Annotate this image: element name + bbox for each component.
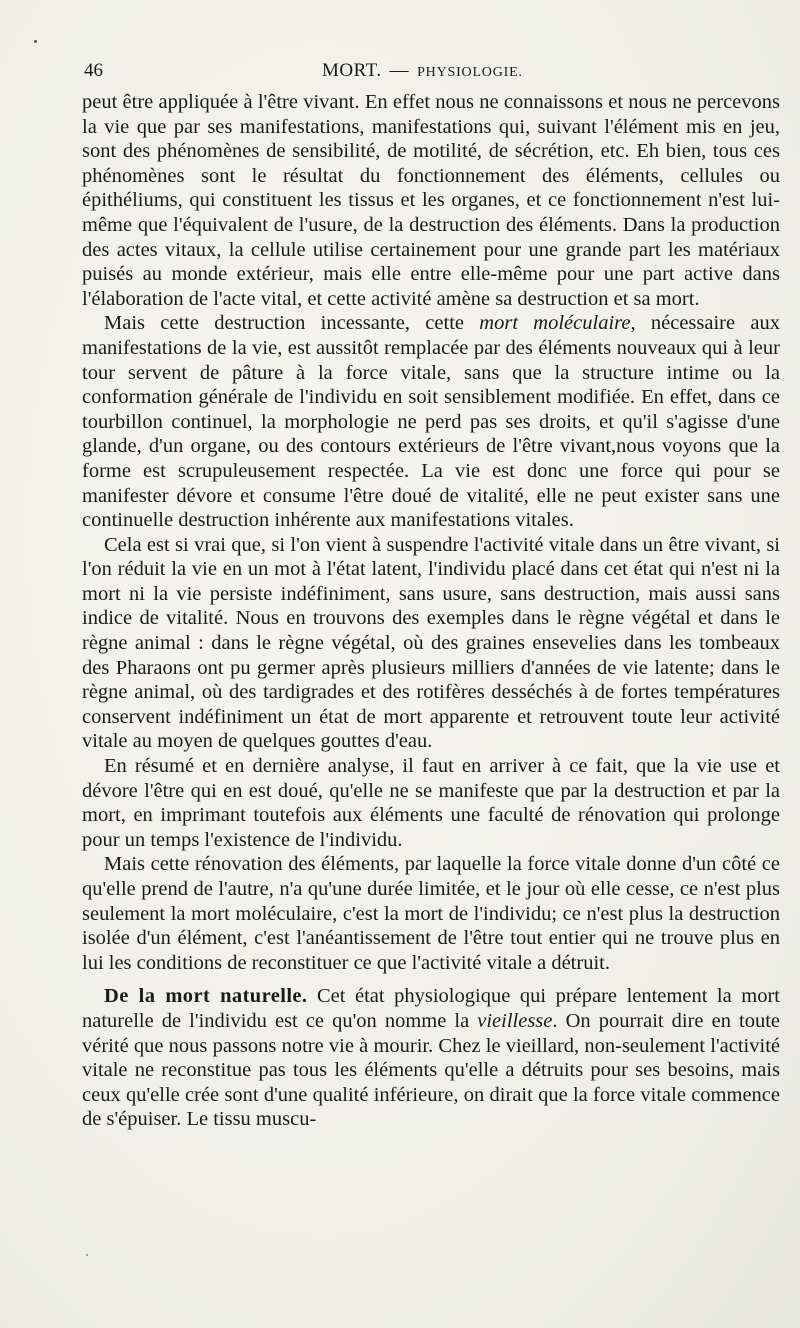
paragraph: [82, 90, 780, 311]
page-number: 46: [84, 60, 103, 81]
body-text: [82, 90, 780, 1132]
paragraph-text: . On pourrait dire en toute vérité que nous passons notre vie à mourir. Chez le vieillard, non-seulement l'activité vitale ne reconstitue pas tous les éléments qu'elle a détruits pour ses besoins, mais ceux qu'elle crée sont d'une qualité inférieure, on dirait que la force vitale commence de s'épuiser. Le tissu muscu-: [82, 1009, 780, 1131]
paragraph-text: Mais cette destruction incessante, cette: [104, 312, 480, 335]
running-head-subtitle: PHYSIOLOGIE.: [417, 65, 523, 80]
paragraph-text: Mais cette rénovation des éléments, par laquelle la force vitale donne d'un côté ce qu'elle prend de l'autre, n'a qu'une durée limitée, et le jour où elle cesse, ce n'est plus seulement la mort moléculaire, c'est la mort de l'individu; ce n'est plus la destruction isolée d'un élément, c'est l'anéantissement de l'être tout entier qui ne trouve plus en lui les conditions de reconstituer ce que l'activité vitale a détruit.: [82, 853, 780, 974]
paragraph: [82, 311, 780, 532]
running-head: [322, 60, 523, 82]
page-speck: [86, 1254, 88, 1256]
paragraph: [82, 533, 780, 754]
running-head-separator: —: [389, 60, 410, 81]
paragraph-text: peut être appliquée à l'être vivant. En effet nous ne connaissons et nous ne percevons la vie que par ses manifestations, manifestations qui, suivant l'élément mis en jeu, sont des phénomènes de sensibilité, de motilité, de sécrétion, etc. Eh bien, tous ces phénomènes sont le résultat du fonctionnement des éléments, cellules ou épithéliums, qui constituent les tissus et les organes, et ce fonctionnement n'est lui-même que l'équivalent de l'usure, de la destruction des éléments. Dans la production des actes vitaux, la cellule utilise certainement pour une grande part les matériaux puisés au monde extérieur, mais elle entre elle-même pour une part active dans l'élaboration de l'acte vital, et cette activité amène sa destruction et sa mort.: [82, 91, 780, 310]
paragraph-text: , nécessaire aux manifestations de la vie, est aussitôt remplacée par des éléments nouveaux qui à leur tour servent de pâture à la force vitale, sans que la structure intime ou la conformation générale de l'individu en soit sensiblement modifiée. En effet, dans ce tourbillon continuel, la morphologie ne perd pas ses droits, et qu'il s'agisse d'une glande, d'un organe, ou des contours extérieurs de l'être vivant,nous voyons que la forme est scrupuleusement respectée. La vie est donc une force qui pour se manifester dévore et consume l'être doué de vitalité, elle ne peut exister sans une continuelle destruction inhérente aux manifestations vitales.: [82, 312, 780, 532]
page-header: [84, 60, 780, 86]
italic-term: vieillesse: [477, 1009, 553, 1032]
paragraph: [82, 754, 780, 852]
page-speck: [34, 40, 37, 43]
paragraph: [82, 852, 780, 975]
paragraph-text: En résumé et en dernière analyse, il faut en arriver à ce fait, que la vie use et dévore l'être qui en est doué, qu'elle ne se manifeste que par la destruction et par la mort, en imprimant toutefois aux éléments une faculté de rénovation qui prolonge pour un temps l'existence de l'individu.: [82, 755, 780, 851]
section-run-in-heading: De la mort naturelle.: [104, 985, 308, 1008]
italic-term: mort moléculaire: [479, 312, 631, 335]
paragraph: [82, 984, 780, 1132]
running-head-title: MORT.: [322, 60, 382, 81]
paragraph-text: Cet état physiologique qui prépare lentement la mort naturelle de l'individu est ce qu'on nomme la: [82, 985, 780, 1032]
paragraph-text: Cela est si vrai que, si l'on vient à suspendre l'activité vitale dans un être vivant, si l'on réduit la vie en un mot à l'état latent, l'individu placé dans cet état qui n'est ni la mort ni la vie persiste indéfiniment, sans usure, sans destruction, mais aussi sans indice de vitalité. Nous en trouvons des exemples dans le règne végétal et dans le règne animal : dans le règne végétal, où des graines ensevelies dans les tombeaux des Pharaons ont pu germer après plusieurs milliers d'années de vie latente; dans le règne animal, où des tardigrades et des rotifères desséchés à de fortes températures conservent indéfiniment un état de mort apparente et retrouvent toute leur activité vitale au moyen de quelques gouttes d'eau.: [82, 533, 780, 753]
